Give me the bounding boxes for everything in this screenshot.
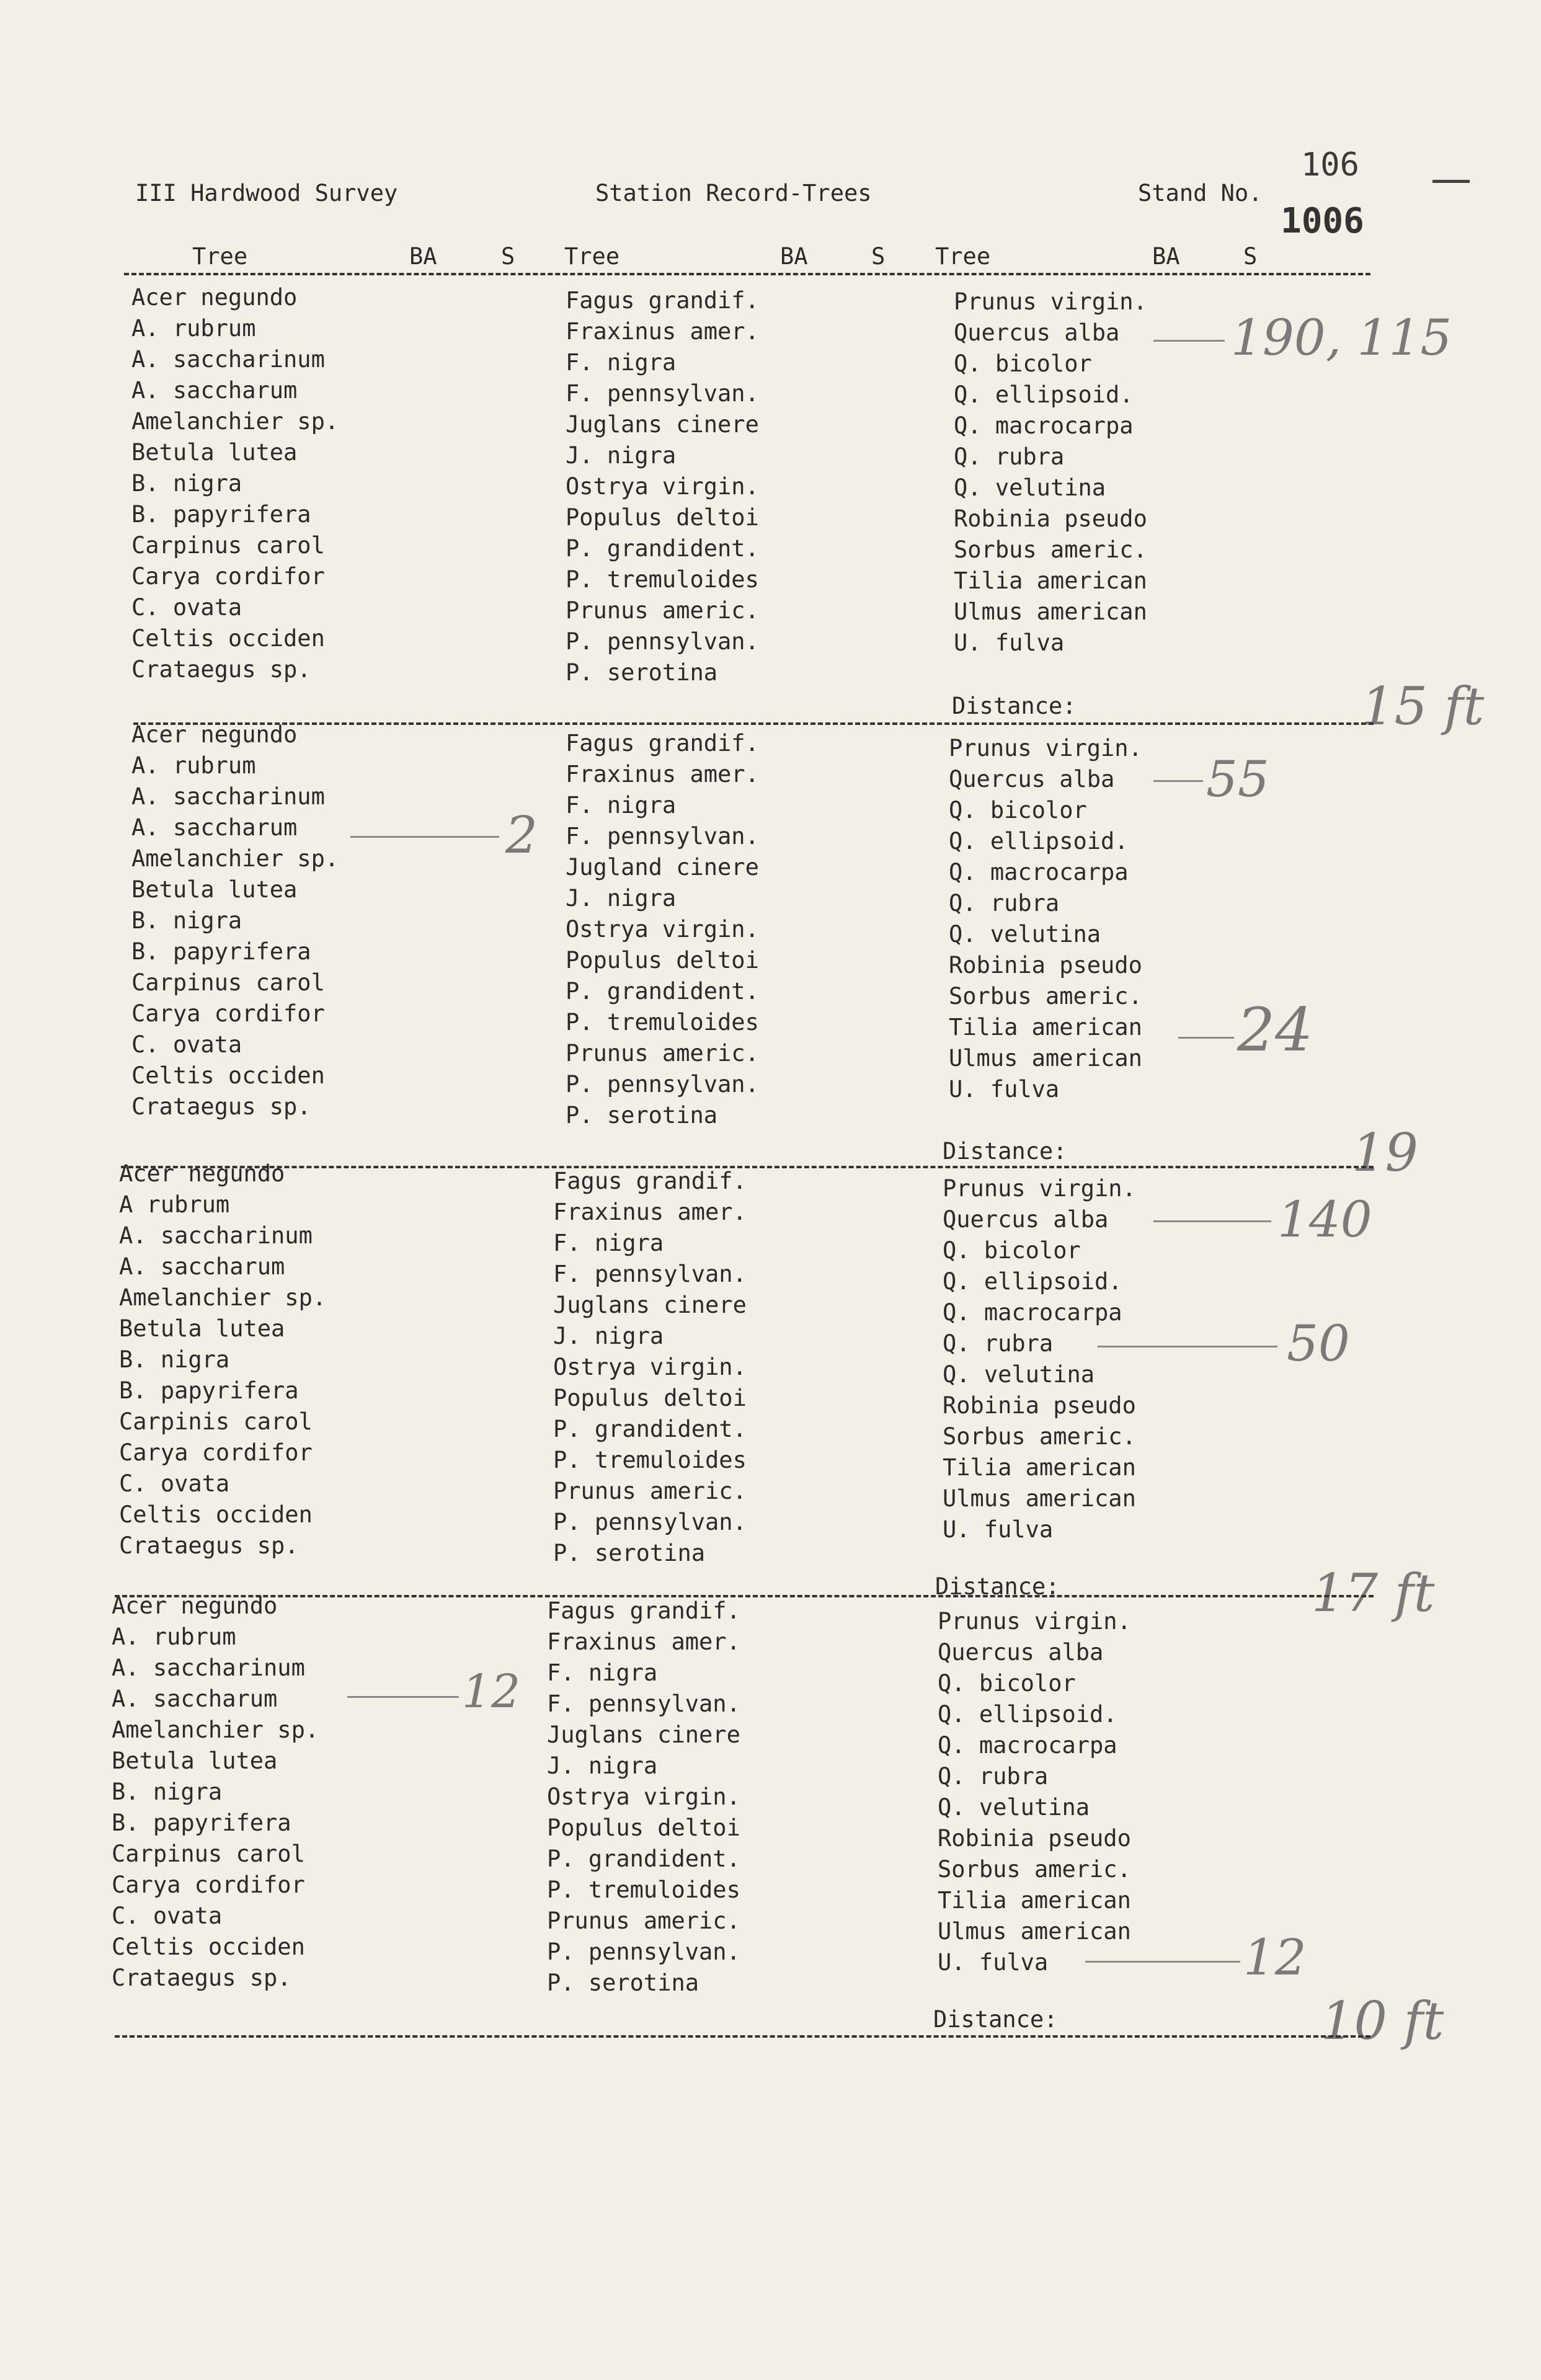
tree-entry: Q. bicolor — [954, 350, 1092, 377]
station-1-col3 — [954, 286, 1147, 659]
tree-entry: Acer negundo — [119, 1160, 285, 1187]
tree-entry: Q. ellipsoid. — [943, 1268, 1122, 1295]
tree-entry: Q. macrocarpa — [954, 412, 1134, 439]
tree-entry: Q. rubra — [938, 1763, 1049, 1790]
col1-s-header: S — [501, 243, 515, 270]
tree-entry: A. rubrum — [112, 1623, 236, 1650]
tree-entry: Carpinus carol — [131, 532, 325, 559]
col2-s-header: S — [871, 243, 886, 270]
tree-entry: A. saccharum — [112, 1685, 278, 1712]
tree-entry: Sorbus americ. — [949, 983, 1142, 1010]
station-4-divider — [115, 2035, 1370, 2038]
tree-entry: A. saccharum — [131, 814, 298, 841]
tally-line — [1098, 1346, 1277, 1348]
tree-entry: B. papyrifera — [131, 938, 311, 965]
handwritten-ba-value: 12 — [462, 1665, 521, 1718]
col1-ba-header: BA — [409, 243, 437, 270]
col1-tree-header: Tree — [192, 243, 248, 270]
tree-entry: Quercus alba — [938, 1639, 1104, 1666]
stand-number-stamp: 1006 — [1281, 201, 1364, 241]
tree-entry: Carya cordifor — [131, 1000, 325, 1027]
tree-entry: Fraxinus amer. — [553, 1199, 747, 1225]
tree-entry: Acer negundo — [131, 284, 298, 311]
tree-entry: Ulmus american — [954, 598, 1147, 625]
tree-entry: Betula lutea — [131, 439, 298, 466]
tree-entry: Juglans cinere — [566, 411, 759, 438]
tree-entry: Fagus grandif. — [553, 1168, 747, 1194]
station-3-col3 — [943, 1173, 1136, 1545]
tree-entry: P. grandident. — [547, 1845, 740, 1872]
col3-tree-header: Tree — [935, 243, 991, 270]
station-2-col2 — [566, 728, 759, 1131]
tally-line — [1178, 1037, 1234, 1039]
tree-entry: Ostrya virgin. — [547, 1783, 740, 1810]
tree-entry: A. saccharum — [131, 377, 298, 404]
tree-entry: Robinia pseudo — [938, 1825, 1131, 1852]
tree-entry: Prunus americ. — [566, 597, 759, 624]
tree-entry: P. tremuloides — [553, 1447, 747, 1473]
tree-entry: Sorbus americ. — [938, 1856, 1131, 1883]
tree-entry: P. serotina — [547, 1969, 699, 1996]
tally-line — [350, 836, 499, 838]
tree-entry: Carpinus carol — [131, 969, 325, 996]
tree-entry: Q. ellipsoid. — [938, 1701, 1117, 1728]
tree-entry: A. rubrum — [131, 752, 256, 779]
tree-entry: Q. bicolor — [949, 797, 1087, 824]
handwritten-ba-value: 50 — [1287, 1315, 1350, 1372]
tally-line — [347, 1696, 459, 1698]
station-1-distance-value: 15 ft — [1361, 676, 1485, 737]
stand-number-handwritten: 106 — [1301, 146, 1359, 184]
tree-entry: P. grandident. — [553, 1416, 747, 1442]
tree-entry: F. nigra — [566, 349, 677, 376]
tree-entry: P. pennsylvan. — [566, 1071, 759, 1098]
station-2-col3 — [949, 733, 1142, 1105]
tree-entry: Populus deltoi — [566, 947, 759, 974]
tree-entry: Celtis occiden — [119, 1501, 313, 1528]
station-4-col1 — [112, 1591, 319, 1994]
tree-entry: Prunus americ. — [566, 1040, 759, 1067]
tree-entry: Betula lutea — [112, 1747, 278, 1774]
tree-entry: F. nigra — [553, 1230, 664, 1256]
tree-entry: Q. bicolor — [938, 1670, 1076, 1697]
corner-mark — [1432, 180, 1470, 183]
station-3-distance-label: Distance: — [935, 1573, 1060, 1600]
tree-entry: Ostrya virgin. — [566, 473, 759, 500]
handwritten-ba-value: 140 — [1277, 1191, 1372, 1248]
tree-entry: F. pennsylvan. — [566, 823, 759, 850]
tree-entry: Amelanchier sp. — [112, 1716, 319, 1743]
tree-entry: Fagus grandif. — [566, 730, 759, 757]
tree-entry: P. serotina — [566, 659, 718, 686]
tree-entry: F. pennsylvan. — [553, 1261, 747, 1287]
tree-entry: P. tremuloides — [547, 1876, 740, 1903]
tree-entry: Sorbus americ. — [943, 1423, 1136, 1450]
form-title: III Hardwood Survey — [135, 180, 398, 206]
handwritten-ba-value: 55 — [1206, 750, 1269, 808]
tree-entry: Ulmus american — [943, 1485, 1136, 1512]
station-4-distance-value: 10 ft — [1321, 1991, 1444, 2051]
tree-entry: P. grandident. — [566, 535, 759, 562]
tree-entry: A. rubrum — [131, 315, 256, 342]
tree-entry: Q. velutina — [943, 1361, 1095, 1388]
tree-entry: Amelanchier sp. — [131, 408, 339, 435]
tree-entry: C. ovata — [119, 1470, 230, 1497]
tree-entry: Q. ellipsoid. — [954, 381, 1134, 408]
tree-entry: Betula lutea — [131, 876, 298, 903]
tree-entry: P. pennsylvan. — [553, 1509, 747, 1535]
tree-entry: P. serotina — [566, 1102, 718, 1129]
tree-entry: Ulmus american — [949, 1045, 1142, 1072]
tree-entry: Amelanchier sp. — [119, 1284, 327, 1311]
tree-entry: C. ovata — [112, 1903, 223, 1929]
tree-entry: Q. ellipsoid. — [949, 828, 1129, 855]
tree-entry: F. nigra — [547, 1659, 658, 1686]
handwritten-ba-value: 24 — [1237, 995, 1313, 1065]
tree-entry: Prunus virgin. — [949, 735, 1142, 762]
tree-entry: J. nigra — [553, 1323, 664, 1349]
tree-entry: Prunus americ. — [553, 1478, 747, 1504]
tree-entry: Q. velutina — [938, 1794, 1090, 1821]
tree-entry: Crataegus sp. — [119, 1532, 299, 1559]
tally-line — [1085, 1961, 1240, 1963]
tree-entry: Q. macrocarpa — [943, 1299, 1122, 1326]
tree-entry: P. tremuloides — [566, 1009, 759, 1036]
tree-entry: Amelanchier sp. — [131, 845, 339, 872]
tree-entry: U. fulva — [949, 1076, 1060, 1103]
tree-entry: F. pennsylvan. — [566, 380, 759, 407]
tree-entry: Juglans cinere — [547, 1721, 740, 1748]
station-2-distance-label: Distance: — [943, 1138, 1067, 1165]
station-2-distance-value: 19 — [1352, 1122, 1418, 1183]
tree-entry: Q. rubra — [943, 1330, 1054, 1357]
tree-entry: Populus deltoi — [566, 504, 759, 531]
tree-entry: B. nigra — [131, 907, 242, 934]
tree-entry: U. fulva — [943, 1516, 1054, 1543]
tree-entry: Prunus virgin. — [943, 1175, 1136, 1202]
tree-entry: Tilia american — [938, 1887, 1131, 1914]
tree-entry: Carpinis carol — [119, 1408, 313, 1435]
tree-entry: F. pennsylvan. — [547, 1690, 740, 1717]
tree-entry: A. saccharinum — [131, 783, 325, 810]
tree-entry: Carya cordifor — [119, 1439, 313, 1466]
tree-entry: Q. macrocarpa — [949, 859, 1129, 886]
tree-entry: C. ovata — [131, 1031, 242, 1058]
col3-ba-header: BA — [1152, 243, 1180, 270]
tree-entry: Q. rubra — [954, 443, 1065, 470]
station-2-col1 — [131, 719, 339, 1122]
tree-entry: Prunus americ. — [547, 1907, 740, 1934]
tree-entry: Q. bicolor — [943, 1237, 1081, 1264]
tree-entry: F. nigra — [566, 792, 677, 819]
station-3-col2 — [553, 1166, 747, 1569]
tree-entry: B. papyrifera — [112, 1809, 291, 1836]
tree-entry: Fraxinus amer. — [566, 761, 759, 788]
tree-entry: P. pennsylvan. — [547, 1938, 740, 1965]
tally-line — [1153, 780, 1203, 782]
tree-entry: U. fulva — [954, 629, 1065, 656]
handwritten-ba-value: 12 — [1243, 1929, 1307, 1986]
tree-entry: Quercus alba — [954, 319, 1120, 346]
tree-entry: Carya cordifor — [112, 1872, 305, 1898]
tree-entry: A. saccharinum — [112, 1654, 305, 1681]
station-4-col2 — [547, 1596, 740, 1999]
tree-entry: Q. rubra — [949, 890, 1060, 917]
tree-entry: A. saccharum — [119, 1253, 285, 1280]
tree-entry: Ostrya virgin. — [566, 916, 759, 943]
tree-entry: Sorbus americ. — [954, 536, 1147, 563]
tree-entry: Q. velutina — [949, 921, 1101, 948]
tree-entry: C. ovata — [131, 594, 242, 621]
tree-entry: Ostrya virgin. — [553, 1354, 747, 1380]
tree-entry: P. tremuloides — [566, 566, 759, 593]
tree-entry: B. papyrifera — [131, 501, 311, 528]
stand-label: Stand No. — [1138, 180, 1263, 206]
tree-entry: B. nigra — [131, 470, 242, 497]
tree-entry: P. pennsylvan. — [566, 628, 759, 655]
station-4-col3 — [938, 1606, 1131, 1978]
tree-entry: Crataegus sp. — [131, 1093, 311, 1120]
tree-entry: Crataegus sp. — [112, 1965, 291, 1991]
tree-entry: P. grandident. — [566, 978, 759, 1005]
tree-entry: Robinia pseudo — [954, 505, 1147, 532]
station-1-col1 — [131, 282, 339, 685]
col3-s-header: S — [1243, 243, 1258, 270]
tree-entry: J. nigra — [566, 885, 677, 912]
tree-entry: Betula lutea — [119, 1315, 285, 1342]
handwritten-ba-value: 2 — [505, 806, 538, 865]
tree-entry: Tilia american — [954, 567, 1147, 594]
tree-entry: Tilia american — [949, 1014, 1142, 1041]
tree-entry: Fraxinus amer. — [547, 1628, 740, 1655]
tally-line — [1153, 1220, 1271, 1222]
tree-entry: J. nigra — [547, 1752, 658, 1779]
station-3-col1 — [119, 1158, 326, 1561]
tree-entry: Jugland cinere — [566, 854, 759, 881]
tree-entry: Acer negundo — [131, 721, 298, 748]
tree-entry: Fagus grandif. — [547, 1597, 740, 1624]
tree-entry: Fraxinus amer. — [566, 318, 759, 345]
tree-entry: Ulmus american — [938, 1918, 1131, 1945]
tree-entry: Celtis occiden — [131, 1062, 325, 1089]
col2-ba-header: BA — [780, 243, 808, 270]
tree-entry: A. saccharinum — [131, 346, 325, 373]
station-1-distance-label: Distance: — [952, 693, 1077, 719]
tree-entry: J. nigra — [566, 442, 677, 469]
tree-entry: A. saccharinum — [119, 1222, 313, 1249]
tree-entry: A rubrum — [119, 1191, 230, 1218]
record-title: Station Record-Trees — [595, 180, 872, 206]
tree-entry: Acer negundo — [112, 1592, 278, 1619]
tree-entry: P. serotina — [553, 1540, 706, 1566]
tree-entry: B. nigra — [119, 1346, 230, 1373]
tree-entry: Juglans cinere — [553, 1292, 747, 1318]
tree-entry: U. fulva — [938, 1949, 1049, 1976]
tree-entry: Celtis occiden — [112, 1934, 305, 1960]
tree-entry: Prunus virgin. — [938, 1608, 1131, 1635]
tree-entry: Prunus virgin. — [954, 288, 1147, 315]
tree-entry: Robinia pseudo — [949, 952, 1142, 979]
tree-entry: Celtis occiden — [131, 625, 325, 652]
tree-entry: Populus deltoi — [547, 1814, 740, 1841]
station-1-col2 — [566, 285, 759, 688]
station-4-distance-label: Distance: — [933, 2006, 1058, 2033]
handwritten-ba-value: 190, 115 — [1231, 309, 1452, 366]
tree-entry: Carpinus carol — [112, 1841, 305, 1867]
tree-entry: B. papyrifera — [119, 1377, 299, 1404]
tree-entry: Quercus alba — [943, 1206, 1109, 1233]
tree-entry: Crataegus sp. — [131, 656, 311, 683]
col2-tree-header: Tree — [564, 243, 620, 270]
tree-entry: Carya cordifor — [131, 563, 325, 590]
tally-line — [1153, 340, 1225, 342]
header-divider — [124, 273, 1370, 275]
tree-entry: Tilia american — [943, 1454, 1136, 1481]
tree-entry: Q. macrocarpa — [938, 1732, 1117, 1759]
tree-entry: Robinia pseudo — [943, 1392, 1136, 1419]
tree-entry: Populus deltoi — [553, 1385, 747, 1411]
station-3-distance-value: 17 ft — [1312, 1563, 1435, 1623]
tree-entry: Q. velutina — [954, 474, 1106, 501]
tree-entry: Fagus grandif. — [566, 287, 759, 314]
tree-entry: Quercus alba — [949, 766, 1115, 793]
tree-entry: B. nigra — [112, 1778, 223, 1805]
